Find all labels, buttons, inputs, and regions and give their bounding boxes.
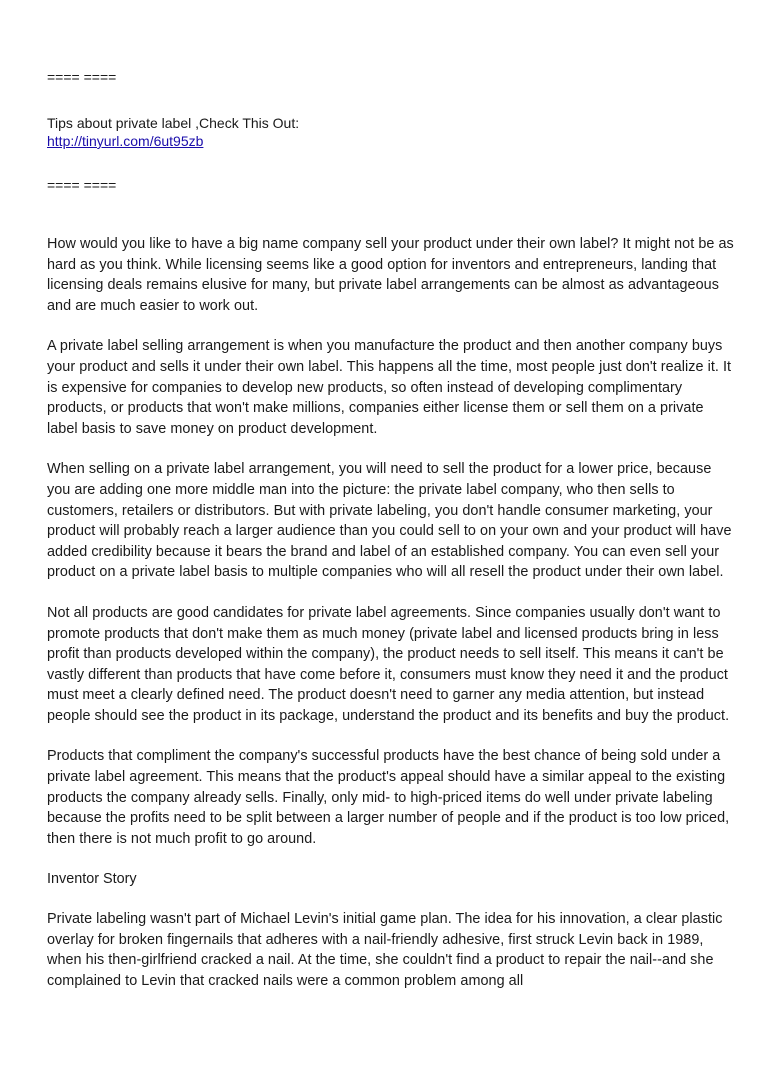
paragraph-4: Not all products are good candidates for private label agreements. Since companies usually don't want to promote products that don't make them as much money (private label and licensed products bring in less profit than products developed within the company), the product needs to sell itself. This means it can't be vastly different than products that have come before it, consumers must know they need it and the product must meet a clearly defined need. The product doesn't need to garner any media attention, but instead people should see the product in its package, understand the product and its benefits and buy the product. bbox=[47, 604, 730, 724]
document-page bbox=[47, 68, 737, 1011]
tinyurl-link[interactable]: http://tinyurl.com/6ut95zb bbox=[47, 133, 204, 149]
paragraph-6: Private labeling wasn't part of Michael Levin's initial game plan. The idea for his innovation, a clear plastic overlay for broken fingernails that adheres with a nail-friendly adhesive, first struck Levin back in 1989, when his then-girlfriend cracked a nail. At the time, she couldn't find a product to repair the nail--and she complained to Levin that cracked nails were a common problem among all bbox=[47, 911, 723, 989]
section-heading: Inventor Story bbox=[47, 871, 137, 888]
paragraph-3: When selling on a private label arrangement, you will need to sell the product for a lower price, because you are adding one more middle man into the picture: the private label company, who then sells to customers, retailers or distributors. But with private labeling, you don't handle consumer marketing, your product will probably reach a larger audience than you could sell to on your own and your product will have added credibility because it bears the brand and label of an established company. You can even sell your product on a private label basis to multiple companies who will all resell the product under their own label. bbox=[47, 461, 732, 581]
paragraph-2: A private label selling arrangement is when you manufacture the product and then another company buys your product and sells it under their own label. This happens all the time, most people just don't realize it. It is expensive for companies to develop new products, so often instead of developing complimentary products, or products that won't make millions, companies either license them or sell them on a private label basis to save money on product development. bbox=[47, 338, 732, 437]
paragraph-1: How would you like to have a big name company sell your product under their own label? It might not be as hard as you think. While licensing seems like a good option for inventors and entrepreneurs, landing that licensing deals remains elusive for many, but private label arrangements can be almost as advantageous and are much easier to work out. bbox=[47, 236, 734, 314]
separator-top: ==== ==== bbox=[47, 69, 117, 85]
separator-bottom: ==== ==== bbox=[47, 177, 117, 193]
paragraph-5: Products that compliment the company's successful products have the best chance of being sold under a private label agreement. This means that the product's appeal should have a similar appeal to the existing products the company already sells. Finally, only mid- to high-priced items do well under private labeling because the profits need to be split between a larger number of people and if the product is too low priced, then there is not much profit to go around. bbox=[47, 748, 730, 847]
intro-text: Tips about private label ,Check This Out: bbox=[47, 115, 300, 131]
